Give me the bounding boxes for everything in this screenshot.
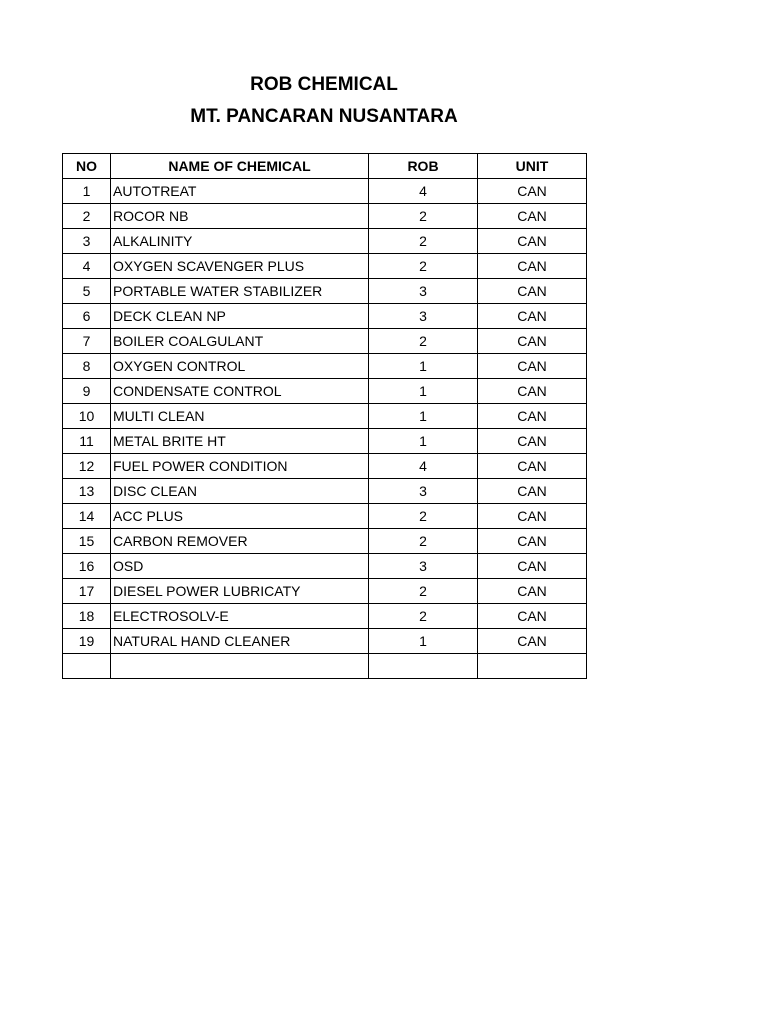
table-row [63,454,587,479]
cell-no: 9 [63,379,111,404]
document-subtitle: MT. PANCARAN NUSANTARA [190,106,458,127]
cell-no: 11 [63,429,111,454]
cell-name-of-chemical: OXYGEN CONTROL [111,354,369,379]
cell-rob: 3 [369,304,478,329]
table-row [63,479,587,504]
header-no: NO [63,154,111,179]
cell-no: 15 [63,529,111,554]
table-row [63,379,587,404]
cell-rob: 3 [369,479,478,504]
cell-rob: 1 [369,629,478,654]
cell-rob: 1 [369,404,478,429]
cell-name-of-chemical [111,654,369,679]
cell-unit: CAN [478,279,587,304]
cell-unit [478,654,587,679]
cell-name-of-chemical: CARBON REMOVER [111,529,369,554]
table-row [63,404,587,429]
cell-no: 5 [63,279,111,304]
table-header-row [63,154,587,179]
header-unit: UNIT [478,154,587,179]
cell-no: 14 [63,504,111,529]
cell-rob: 3 [369,554,478,579]
document-title: ROB CHEMICAL [250,74,398,95]
cell-name-of-chemical: ELECTROSOLV-E [111,604,369,629]
cell-unit: CAN [478,579,587,604]
cell-name-of-chemical: AUTOTREAT [111,179,369,204]
cell-unit: CAN [478,229,587,254]
cell-rob: 2 [369,604,478,629]
cell-no: 17 [63,579,111,604]
cell-no [63,654,111,679]
cell-rob: 2 [369,529,478,554]
cell-no: 7 [63,329,111,354]
cell-name-of-chemical: ROCOR NB [111,204,369,229]
cell-no: 3 [63,229,111,254]
table-body [63,179,587,679]
cell-name-of-chemical: METAL BRITE HT [111,429,369,454]
table-row [63,254,587,279]
cell-rob: 1 [369,354,478,379]
cell-unit: CAN [478,529,587,554]
header-rob: ROB [369,154,478,179]
cell-unit: CAN [478,429,587,454]
cell-unit: CAN [478,329,587,354]
cell-unit: CAN [478,204,587,229]
cell-name-of-chemical: ALKALINITY [111,229,369,254]
table-row [63,354,587,379]
cell-rob: 2 [369,204,478,229]
cell-name-of-chemical: PORTABLE WATER STABILIZER [111,279,369,304]
cell-name-of-chemical: OXYGEN SCAVENGER PLUS [111,254,369,279]
table-row [63,229,587,254]
cell-name-of-chemical: ACC PLUS [111,504,369,529]
cell-rob: 2 [369,254,478,279]
table-row [63,504,587,529]
cell-rob: 1 [369,429,478,454]
cell-name-of-chemical: NATURAL HAND CLEANER [111,629,369,654]
cell-no: 18 [63,604,111,629]
cell-no: 13 [63,479,111,504]
cell-name-of-chemical: CONDENSATE CONTROL [111,379,369,404]
cell-unit: CAN [478,179,587,204]
cell-rob: 2 [369,229,478,254]
cell-name-of-chemical: DISC CLEAN [111,479,369,504]
cell-rob: 2 [369,329,478,354]
cell-unit: CAN [478,629,587,654]
cell-rob [369,654,478,679]
cell-no: 2 [63,204,111,229]
cell-no: 6 [63,304,111,329]
cell-no: 19 [63,629,111,654]
cell-no: 4 [63,254,111,279]
table-row [63,329,587,354]
cell-name-of-chemical: MULTI CLEAN [111,404,369,429]
header-name-of-chemical: NAME OF CHEMICAL [111,154,369,179]
cell-rob: 2 [369,579,478,604]
cell-rob: 4 [369,179,478,204]
table-row [63,554,587,579]
cell-no: 1 [63,179,111,204]
cell-no: 12 [63,454,111,479]
cell-unit: CAN [478,254,587,279]
cell-unit: CAN [478,354,587,379]
table-row [63,204,587,229]
cell-unit: CAN [478,504,587,529]
table-row [63,304,587,329]
cell-name-of-chemical: FUEL POWER CONDITION [111,454,369,479]
table-row [63,654,587,679]
cell-unit: CAN [478,304,587,329]
cell-unit: CAN [478,604,587,629]
table-row [63,529,587,554]
table-row [63,629,587,654]
cell-rob: 3 [369,279,478,304]
table-row [63,179,587,204]
table-row [63,279,587,304]
cell-name-of-chemical: BOILER COALGULANT [111,329,369,354]
cell-rob: 4 [369,454,478,479]
cell-name-of-chemical: DECK CLEAN NP [111,304,369,329]
cell-rob: 1 [369,379,478,404]
cell-unit: CAN [478,454,587,479]
cell-unit: CAN [478,404,587,429]
table-row [63,429,587,454]
cell-name-of-chemical: DIESEL POWER LUBRICATY [111,579,369,604]
cell-no: 10 [63,404,111,429]
cell-no: 8 [63,354,111,379]
cell-unit: CAN [478,479,587,504]
cell-rob: 2 [369,504,478,529]
table-row [63,604,587,629]
cell-no: 16 [63,554,111,579]
chemical-table [62,153,587,679]
cell-name-of-chemical: OSD [111,554,369,579]
cell-unit: CAN [478,379,587,404]
table-row [63,579,587,604]
cell-unit: CAN [478,554,587,579]
